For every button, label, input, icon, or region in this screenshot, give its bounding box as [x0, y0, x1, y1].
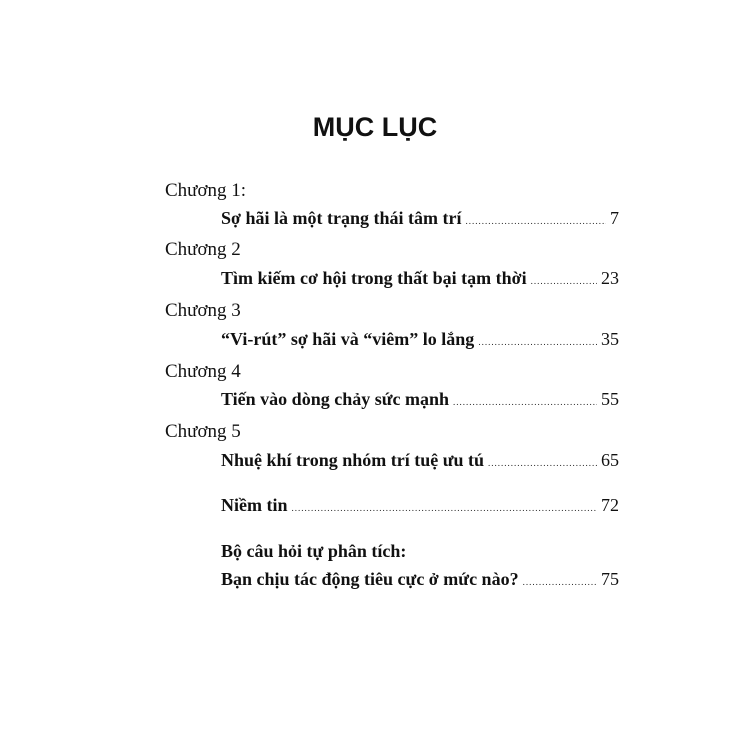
toc-entry-chapter-5[interactable]: [221, 449, 619, 474]
toc-entry-chapter-3[interactable]: [221, 328, 619, 353]
dot-leader: [523, 571, 597, 593]
questionnaire-heading: Bộ câu hỏi tự phân tích:: [221, 541, 407, 561]
toc-entry-niem-tin[interactable]: [221, 494, 619, 519]
entry-title: Sợ hãi là một trạng thái tâm trí: [221, 208, 462, 228]
dot-leader: [488, 452, 597, 474]
page-number: 7: [610, 208, 619, 228]
dot-leader: [531, 270, 597, 292]
chapter-4-label: Chương 4: [165, 361, 241, 382]
page-title: MỤC LỤC: [312, 112, 438, 142]
page-number: 55: [601, 389, 619, 409]
page-number: 35: [601, 329, 619, 349]
chapter-1-label: Chương 1:: [165, 180, 247, 201]
toc-entry-chapter-2[interactable]: [221, 267, 619, 292]
dot-leader: [453, 391, 597, 413]
dot-leader: [292, 497, 598, 519]
toc-entry-questionnaire[interactable]: [221, 568, 619, 593]
page-number: 23: [601, 268, 619, 288]
page-number: 65: [601, 450, 619, 470]
chapter-2-label: Chương 2: [165, 239, 241, 260]
page-number: 72: [601, 495, 619, 515]
chapter-3-label: Chương 3: [165, 300, 241, 321]
entry-title: “Vi-rút” sợ hãi và “viêm” lo lắng: [221, 329, 475, 349]
entry-title: Tiến vào dòng chảy sức mạnh: [221, 389, 450, 409]
entry-title: Bạn chịu tác động tiêu cực ở mức nào?: [221, 569, 519, 589]
toc-entry-chapter-1[interactable]: [221, 207, 619, 232]
toc-entry-chapter-4[interactable]: [221, 388, 619, 413]
entry-title: Tìm kiếm cơ hội trong thất bại tạm thời: [221, 268, 527, 288]
page-number: 75: [601, 569, 619, 589]
dot-leader: [478, 331, 597, 353]
entry-title: Nhuệ khí trong nhóm trí tuệ ưu tú: [221, 450, 485, 470]
entry-title: Niềm tin: [221, 495, 288, 515]
chapter-5-label: Chương 5: [165, 421, 241, 442]
dot-leader: [465, 210, 606, 232]
